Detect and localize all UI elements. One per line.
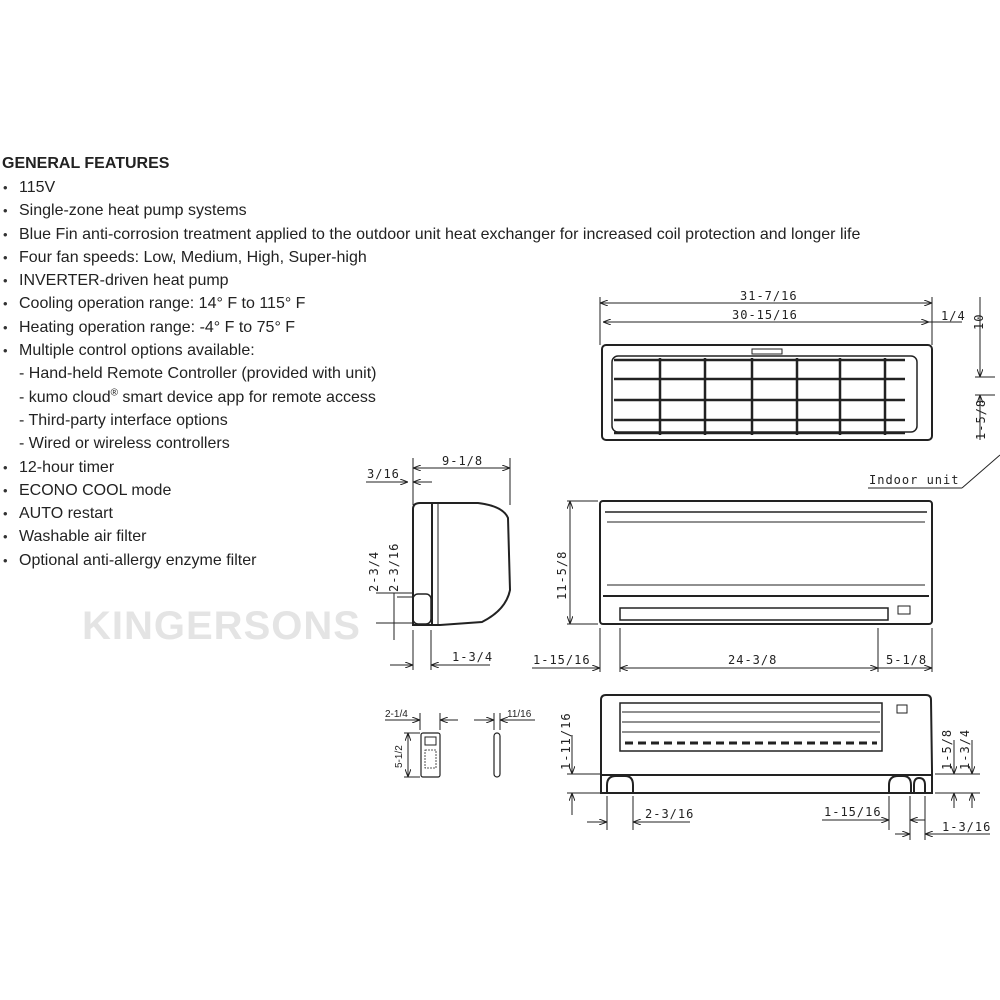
dim-bottom-right-small: 1-3/16 (942, 820, 992, 834)
feature-item: • AUTO restart (0, 502, 960, 525)
dim-front-right-offset: 5-1/8 (886, 653, 928, 667)
watermark: KINGERSONS (82, 604, 361, 648)
feature-item: • Multiple control options available: (0, 339, 960, 362)
dim-top-offset: 1/4 (941, 309, 966, 323)
dim-side-depth: 9-1/8 (442, 454, 484, 468)
dim-remote-width: 2-1/4 (385, 709, 408, 720)
dim-remote-thickness: 11/16 (507, 709, 532, 720)
dim-front-left-offset: 1-15/16 (533, 653, 591, 667)
dim-top-rear-offset: 1-5/8 (974, 398, 988, 440)
dim-top-overall-width: 31-7/16 (740, 289, 798, 303)
dim-front-center-width: 24-3/8 (728, 653, 778, 667)
dim-bottom-left-notch: 2-3/16 (645, 807, 695, 821)
features-heading: GENERAL FEATURES (2, 155, 170, 172)
feature-item: • Four fan speeds: Low, Medium, High, Super-high (0, 246, 960, 269)
feature-item: • Cooling operation range: 14° F to 115° F (0, 292, 960, 315)
feature-subitem-text: - kumo cloud (19, 388, 111, 406)
feature-item: • Optional anti-allergy enzyme filter (0, 549, 960, 572)
feature-item: • INVERTER-driven heat pump (0, 269, 960, 292)
dim-bottom-left-height: 1-11/16 (559, 712, 573, 770)
bottom-view (567, 695, 990, 840)
feature-item: • 115V (0, 176, 960, 199)
feature-subitem: - Third-party interface options (19, 411, 228, 429)
dim-top-inner-width: 30-15/16 (732, 308, 798, 322)
dim-bottom-right-notch: 1-15/16 (824, 805, 882, 819)
dim-side-pipe-height-b: 2-3/16 (387, 542, 401, 592)
dim-side-front-offset: 3/16 (367, 467, 400, 481)
registered-mark: ® (110, 387, 118, 399)
remote-drawing (385, 713, 535, 777)
dim-side-pipe-offset: 1-3/4 (452, 650, 494, 664)
feature-item: • ECONO COOL mode (0, 479, 960, 502)
feature-subitem-text: smart device app for remote access (117, 388, 376, 406)
dim-side-pipe-height-a: 2-3/4 (367, 550, 381, 592)
feature-subitem: - Hand-held Remote Controller (provided with unit) (19, 365, 377, 383)
dim-bottom-right-h2: 1-3/4 (958, 728, 972, 770)
dim-remote-height: 5-1/2 (394, 745, 405, 768)
front-view (532, 501, 932, 672)
feature-item: • Heating operation range: -4° F to 75° F (0, 316, 960, 339)
dim-top-depth: 10 (972, 313, 986, 330)
dim-front-height: 11-5/8 (555, 550, 569, 600)
feature-item: • Single-zone heat pump systems (0, 199, 960, 222)
feature-subitem: - Wired or wireless controllers (19, 435, 230, 453)
feature-item: • Washable air filter (0, 525, 960, 548)
top-view (600, 297, 1000, 488)
feature-item: • Blue Fin anti-corrosion treatment applied to the outdoor unit heat exchanger for increased coil protection and longer life (0, 223, 960, 246)
feature-item: • 12-hour timer (0, 456, 960, 479)
indoor-unit-label: Indoor unit (869, 473, 960, 487)
dim-bottom-right-h1: 1-5/8 (940, 728, 954, 770)
